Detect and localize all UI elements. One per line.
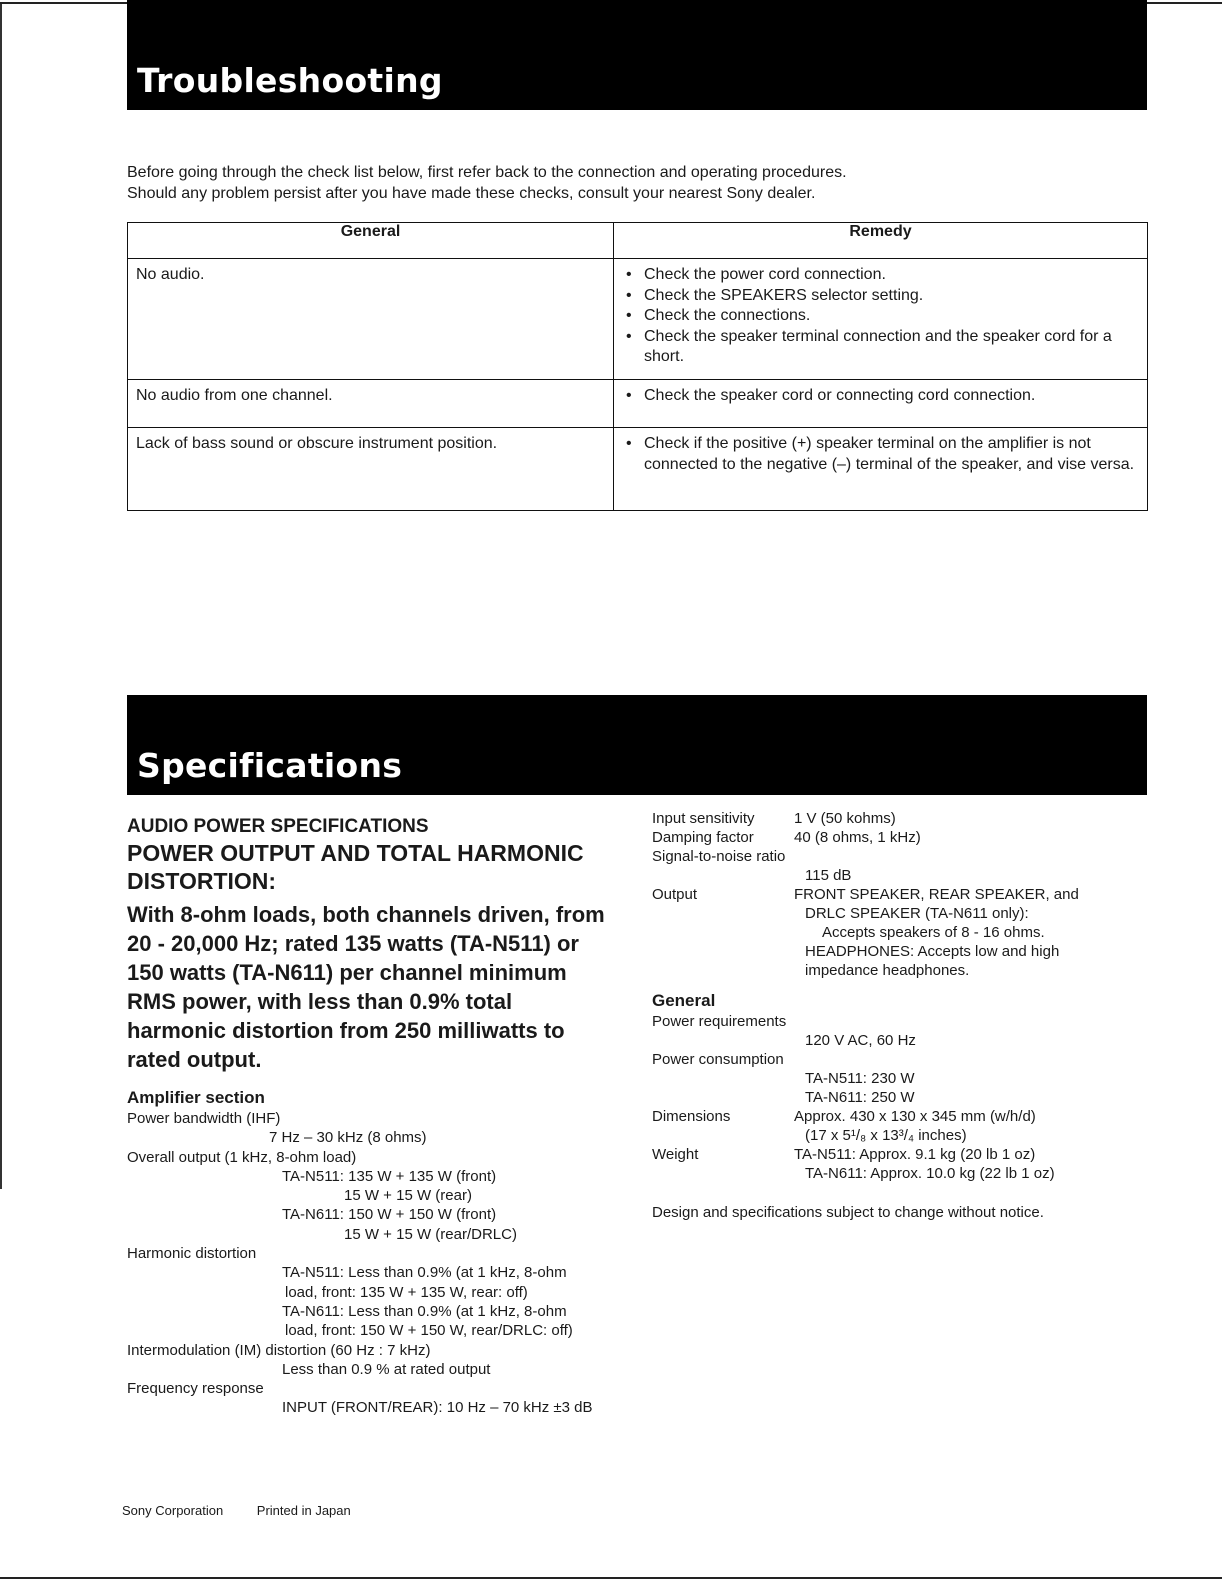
spec-input-sensitivity bbox=[652, 809, 1122, 828]
spec-label: Output bbox=[652, 886, 698, 903]
amplifier-section-title: Amplifier section bbox=[127, 1088, 265, 1107]
spec-value: TA-N511: Approx. 9.1 kg (20 lb 1 oz) bbox=[794, 1146, 1036, 1163]
power-output-heading: POWER OUTPUT AND TOTAL HARMONIC DISTORTION: bbox=[127, 840, 584, 894]
problem-cell: No audio from one channel. bbox=[128, 380, 614, 428]
spec-value: TA-N511: 230 W bbox=[805, 1070, 915, 1087]
spec-value: load, front: 150 W + 150 W, rear/DRLC: off) bbox=[285, 1322, 573, 1340]
spec-value: 115 dB bbox=[805, 867, 852, 884]
spec-value: Approx. 430 x 130 x 345 mm (w/h/d) bbox=[794, 1108, 1036, 1125]
table-row bbox=[128, 259, 1148, 380]
spec-value: Less than 0.9 % at rated output bbox=[282, 1360, 491, 1378]
spec-label: Power bandwidth (IHF) bbox=[127, 1110, 281, 1127]
specifications-banner bbox=[127, 695, 1147, 795]
spec-value: TA-N611: 150 W + 150 W (front) bbox=[282, 1206, 497, 1224]
remedy-item: • Check the power cord connection. bbox=[644, 265, 1139, 286]
remedy-cell bbox=[614, 428, 1148, 511]
specifications-title: Specifications bbox=[137, 746, 403, 785]
footer-company: Sony Corporation bbox=[122, 1503, 224, 1518]
spec-value: 15 W + 15 W (rear) bbox=[344, 1187, 472, 1205]
column-header-general: General bbox=[128, 223, 614, 259]
spec-damping-factor bbox=[652, 828, 1122, 847]
spec-value: HEADPHONES: Accepts low and high bbox=[805, 943, 1060, 960]
spec-weight bbox=[652, 1145, 1122, 1164]
remedy-item: • Check the speaker cord or connecting cord connection. bbox=[644, 386, 1139, 407]
column-header-remedy: Remedy bbox=[614, 223, 1148, 259]
spec-value: INPUT (FRONT/REAR): 10 Hz – 70 kHz ±3 dB bbox=[282, 1399, 593, 1417]
remedy-cell bbox=[614, 259, 1148, 380]
scan-left-edge bbox=[0, 4, 2, 1189]
intro-line: Before going through the check list below, first refer back to the connection and operating procedures. bbox=[127, 164, 847, 181]
amplifier-section bbox=[127, 1087, 627, 1418]
power-rating-statement: With 8-ohm loads, both channels driven, from 20 - 20,000 Hz; rated 135 watts (TA-N511) or 150 watts (TA-N611) per channel minimum RMS power, with less than 0.9% total harmonic distortion from 250 milliwatts to rated output. bbox=[127, 902, 605, 1072]
troubleshooting-intro bbox=[127, 162, 847, 204]
troubleshooting-banner bbox=[127, 0, 1147, 110]
table-row bbox=[128, 428, 1148, 511]
spec-value: FRONT SPEAKER, REAR SPEAKER, and bbox=[794, 886, 1079, 903]
remedy-item: • Check the connections. bbox=[644, 306, 1139, 327]
table-row bbox=[128, 380, 1148, 428]
spec-label: Power requirements bbox=[652, 1013, 787, 1030]
remedy-item: • Check the speaker terminal connection and the speaker cord for a short. bbox=[644, 327, 1139, 368]
audio-power-heading: AUDIO POWER SPECIFICATIONS bbox=[127, 816, 429, 837]
remedy-item: • Check the SPEAKERS selector setting. bbox=[644, 286, 1139, 307]
spec-label: Damping factor bbox=[652, 829, 754, 846]
specs-right-column bbox=[652, 809, 1122, 1222]
spec-label: Frequency response bbox=[127, 1380, 264, 1398]
problem-cell: Lack of bass sound or obscure instrument position. bbox=[128, 428, 614, 511]
spec-label: Intermodulation (IM) distortion (60 Hz : 7 kHz) bbox=[127, 1341, 431, 1359]
intro-line: Should any problem persist after you have made these checks, consult your nearest Sony dealer. bbox=[127, 185, 816, 202]
remedy-item: • Check if the positive (+) speaker terminal on the amplifier is not connected to the negative (–) terminal of the speaker, and vise versa. bbox=[644, 434, 1139, 475]
general-section-title: General bbox=[652, 991, 716, 1010]
spec-label: Overall output (1 kHz, 8-ohm load) bbox=[127, 1148, 357, 1166]
scan-bottom-line bbox=[0, 1577, 1222, 1579]
table-header-row bbox=[128, 223, 1148, 259]
footer-printed: Printed in Japan bbox=[256, 1503, 351, 1518]
spec-label: Weight bbox=[652, 1146, 699, 1163]
spec-value: TA-N511: Less than 0.9% (at 1 kHz, 8-ohm bbox=[282, 1264, 567, 1282]
spec-value: Accepts speakers of 8 - 16 ohms. bbox=[822, 924, 1045, 941]
spec-value: load, front: 135 W + 135 W, rear: off) bbox=[285, 1283, 528, 1301]
footer bbox=[122, 1503, 351, 1518]
spec-output bbox=[652, 885, 1122, 904]
spec-value: 40 (8 ohms, 1 kHz) bbox=[794, 829, 921, 846]
spec-label: Power consumption bbox=[652, 1051, 784, 1068]
spec-value: TA-N611: Approx. 10.0 kg (22 lb 1 oz) bbox=[805, 1165, 1055, 1182]
spec-value: (17 x 5¹/₈ x 13³/₄ inches) bbox=[805, 1127, 967, 1144]
spec-label: Input sensitivity bbox=[652, 810, 755, 827]
spec-value: 1 V (50 kohms) bbox=[794, 810, 896, 827]
spec-label: Harmonic distortion bbox=[127, 1245, 257, 1263]
spec-label: Dimensions bbox=[652, 1108, 731, 1125]
spec-value: TA-N611: Less than 0.9% (at 1 kHz, 8-ohm bbox=[282, 1302, 567, 1320]
spec-value: TA-N611: 250 W bbox=[805, 1089, 915, 1106]
problem-cell: No audio. bbox=[128, 259, 614, 380]
remedy-cell bbox=[614, 380, 1148, 428]
spec-dimensions bbox=[652, 1107, 1122, 1126]
spec-value: 120 V AC, 60 Hz bbox=[805, 1032, 916, 1049]
spec-value: impedance headphones. bbox=[805, 962, 970, 979]
spec-label: Signal-to-noise ratio bbox=[652, 848, 786, 865]
audio-power-specs bbox=[127, 815, 617, 1074]
troubleshooting-table bbox=[127, 222, 1148, 511]
spec-value: 7 Hz – 30 kHz (8 ohms) bbox=[269, 1129, 427, 1147]
spec-value: DRLC SPEAKER (TA-N611 only): bbox=[805, 905, 1029, 922]
troubleshooting-title: Troubleshooting bbox=[137, 61, 443, 100]
spec-value: TA-N511: 135 W + 135 W (front) bbox=[282, 1167, 497, 1185]
change-notice: Design and specifications subject to change without notice. bbox=[652, 1204, 1044, 1221]
spec-value: 15 W + 15 W (rear/DRLC) bbox=[344, 1225, 517, 1243]
